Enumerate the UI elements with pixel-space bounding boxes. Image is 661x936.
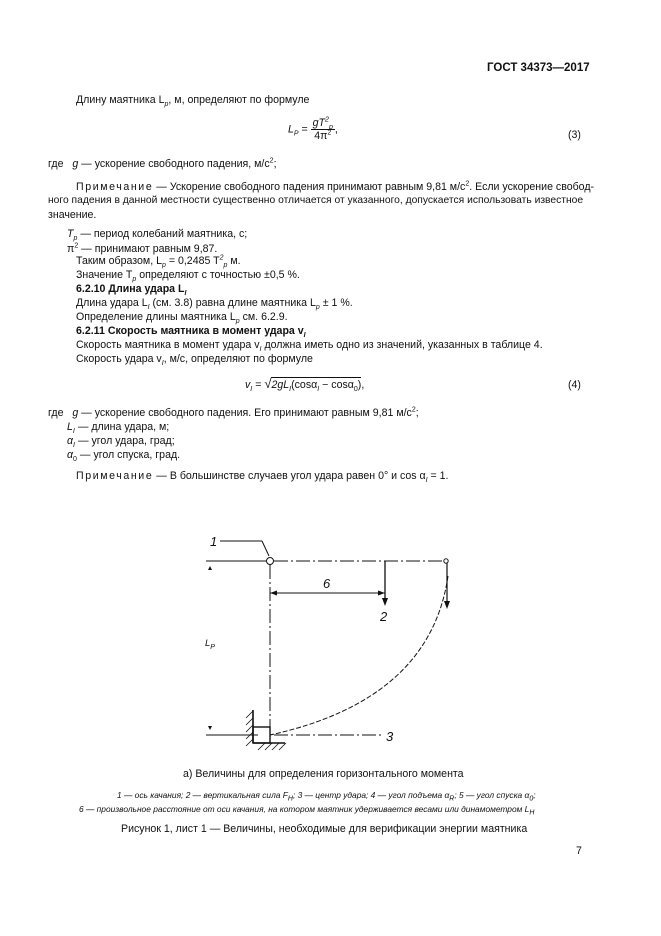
section-6-2-11-p2: Скорость удара $v_I$, м/с, определяют по формуле xyxy=(76,353,313,368)
section-6-2-10-heading: 6.2.10 Длина удара $L_I$ xyxy=(76,283,187,298)
formula3-intro: Длину маятника $L_p$, м, определяют по формуле xyxy=(76,94,310,109)
formula-3: $L_P$ = $\frac{gT^2_p}{4\pi^2}$ , xyxy=(288,116,338,142)
para-lp-result: Таким образом, $L_p = 0,2485$ $T^2_p$ м. xyxy=(76,254,241,270)
where-g-definition-2: где g — ускорение свободного падения. Его принимают равным 9,81 $м/с^2$; xyxy=(48,406,419,419)
lp-arrow-bottom xyxy=(208,726,212,730)
figure-legend-line1: 1 — ось качания; 2 — вертикальная сила $F_H$; 3 — центр удара; 4 — угол подъема $\alpha_R$; 5 — угол спуска $\alpha_0$; xyxy=(117,790,536,803)
wall-hatching xyxy=(246,711,286,750)
right-pivot-circle xyxy=(444,559,448,563)
section-6-2-11-p1: Скорость маятника в момент удара $v_I$ должна иметь одно из значений, указанных в таблице 4. xyxy=(76,339,543,354)
section-6-2-11-heading: 6.2.11 Скорость маятника в момент удара $v_I$ xyxy=(76,325,306,340)
figure-label-1: 1 xyxy=(210,534,218,549)
figure-title: Рисунок 1, лист 1 — Величины, необходимые для верификации энергии маятника xyxy=(121,823,528,835)
figure-label-3: 3 xyxy=(386,729,394,744)
def-alpha-i: $\alpha_I$ — угол удара, град; xyxy=(67,435,175,450)
def-li: $L_I$ — длина удара, м; xyxy=(67,421,170,436)
note1-line2: ного падения в данной местности существенно отличается от указанного, допускается использовать известное xyxy=(48,195,584,206)
dim6-arrow-left xyxy=(270,591,277,596)
right-arrow xyxy=(444,601,450,609)
force-2-arrow xyxy=(382,598,388,606)
figure-legend-line2: 6 — произвольное расстояние от оси качания, на котором маятник удерживается весами или динамометром $L_H$ xyxy=(79,804,535,817)
def-pi: $\pi^2$ — принимают равным 9,87. xyxy=(67,242,218,255)
document-code: ГОСТ 34373—2017 xyxy=(487,62,590,74)
def-alpha-0: $\alpha_0$ — угол спуска, град. xyxy=(67,449,181,464)
figure-label-6: 6 xyxy=(323,576,331,591)
figure-caption-a: а) Величины для определения горизонтального момента xyxy=(183,768,464,780)
section-6-2-10-p1: Длина удара $L_I$ (см. 3.8) равна длине маятника $L_p \pm 1$ %. xyxy=(76,297,353,312)
dim6-arrow-right xyxy=(378,591,385,596)
note1-line1: Примечание — Ускорение свободного падения принимают равным 9,81 $м/с^2$. Если ускорение свобод- xyxy=(76,180,595,193)
para-tp-accuracy: Значение $T_p$ определяют с точностью ±0,5 %. xyxy=(76,269,300,284)
pivot-circle xyxy=(267,558,274,565)
figure-label-lp: $L_P$ xyxy=(205,638,215,651)
page-number: 7 xyxy=(576,845,582,857)
formula-4-number: (4) xyxy=(568,379,581,391)
formula-4: $v_I = √2gL_I(\cos\alpha_I - \cos\alpha_0)$, xyxy=(245,376,365,394)
section-6-2-10-p2: Определение длины маятника $L_p$ см. 6.2.9. xyxy=(76,311,288,326)
def-tp: $T_p$ — период колебаний маятника, с; xyxy=(67,228,248,243)
where-g-definition: где g — ускорение свободного падения, $м/с^2$; xyxy=(48,157,277,170)
lp-arrow-top xyxy=(208,566,212,570)
note2: Примечание — В большинстве случаев угол удара равен 0° и $\cos \alpha_I = 1$. xyxy=(76,470,449,485)
figure-label-2: 2 xyxy=(380,609,388,624)
swing-arc xyxy=(270,576,448,735)
leader-line-1b xyxy=(262,541,269,556)
formula-3-number: (3) xyxy=(568,129,581,141)
note1-line3: значение. xyxy=(48,209,97,221)
